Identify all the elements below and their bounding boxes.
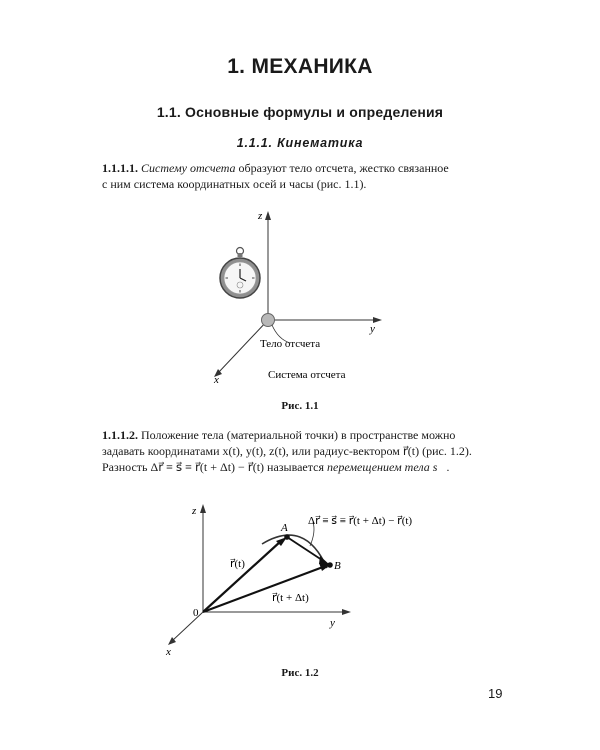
figure-1-2-caption: Рис. 1.2 [281, 667, 319, 679]
paragraph-1-1-1-1 [102, 160, 502, 192]
origin-label: 0 [193, 607, 199, 619]
figure-1-2 [0, 500, 600, 665]
vector-r-t-dt [203, 567, 323, 612]
figure-1-1-caption: Рис. 1.1 [281, 400, 319, 412]
term-displacement: перемещением тела s⃗. [327, 460, 450, 474]
displacement-formula: Δr⃗ ≡ s⃗ ≡ r⃗(t + Δt) − r⃗(t) [308, 515, 413, 527]
axis-z-label: z [258, 210, 263, 222]
body-label: Тело отсчета [260, 338, 321, 350]
pocket-watch-icon [220, 248, 260, 299]
vector-r-t-dt-label: r⃗(t + Δt) [272, 592, 309, 604]
point-a-label: A [281, 522, 288, 534]
z-axis-arrow [265, 211, 271, 220]
axis-z-label: z [192, 505, 197, 517]
paragraph-text: задавать координатами x(t), y(t), z(t), или радиус-вектором r⃗(t) (рис. 1.2). [102, 444, 472, 458]
paragraph-text: Положение тела (материальной точки) в пространстве можно [141, 428, 456, 442]
subsection-title: 1.1.1. Кинематика [236, 136, 364, 150]
axis-y-label: y [370, 323, 375, 335]
z-axis-arrow [200, 504, 206, 513]
chapter-title: 1. МЕХАНИКА [227, 55, 373, 78]
section-title: 1.1. Основные формулы и определения [156, 104, 444, 120]
axis-x-label: x [214, 374, 219, 386]
page-number: 19 [488, 686, 503, 701]
trajectory-curve [262, 535, 327, 568]
system-label: Система отсчета [268, 369, 346, 381]
paragraph-number: 1.1.1.1. [102, 161, 138, 175]
axis-y-label: y [330, 617, 335, 629]
y-axis-arrow [342, 609, 351, 615]
paragraph-number: 1.1.1.2. [102, 428, 138, 442]
paragraph-text: с ним система координатных осей и часы (рис. 1.1). [102, 177, 367, 191]
reference-body [262, 314, 275, 327]
point-a-marker [284, 534, 290, 540]
paragraph-text: Разность Δr⃗ ≡ s⃗ ≡ r⃗(t + Δt) − r⃗(t) называется [102, 460, 324, 474]
figure-1-1 [0, 195, 600, 395]
paragraph-1-1-1-2 [102, 427, 502, 475]
vector-r-t-label: r⃗(t) [230, 558, 245, 570]
point-b-label: B [334, 560, 341, 572]
axis-x-label: x [166, 646, 171, 658]
term-reference-system: Систему отсчета [141, 161, 236, 175]
paragraph-text: образуют тело отсчета, жестко связанное [238, 161, 449, 175]
point-b-marker [327, 562, 333, 568]
vector-r-t [203, 541, 281, 612]
